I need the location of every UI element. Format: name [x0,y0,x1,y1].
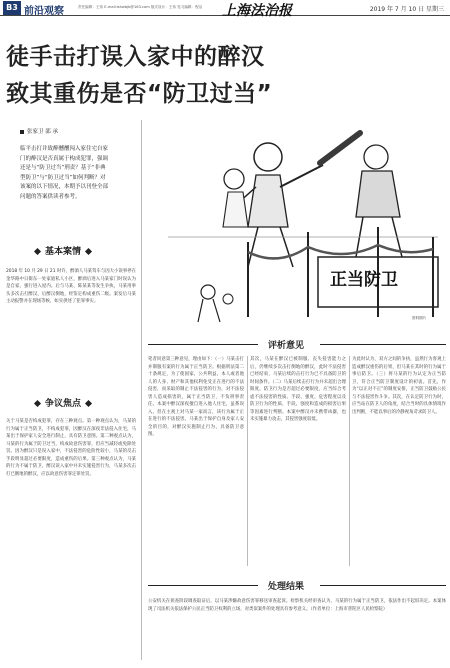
newspaper-masthead: 上海法治报 [222,3,292,19]
diamond-icon [34,248,41,255]
rule-right [320,585,446,586]
diamond-icon [34,400,41,407]
diamond-icon [85,248,92,255]
result-text: 公安机关在侦查阶段调查取证后，以马某涉嫌故意伤害罪移送审查起诉。检察机关经审查认为，马某的行为属于正当防卫，依法作出不起诉决定。本案体现了司法机关依法保护公民正当防卫权利的立场，对类似案件的处理具有参考意义。（作者单位：上海市普陀区人民检察院） [148,599,446,612]
byline-marker-icon [20,130,24,134]
column-divider [141,120,142,660]
column-divider [247,356,248,566]
illustration-caption: 资料图片 [412,316,427,320]
dispute-text: 关于马某是否构成犯罪，存在三种观点。第一种观点认为，马某的行为属于正当防卫，不构成犯罪，因醉汉在深夜非法侵入住宅，马某出于保护家人安全进行制止，具有防卫意图。第二种观点认为，马某的行为属于防卫过当，构成故意伤害罪，但应当减轻或免除处罚。因为醉汉只是误入家中，不法侵害的危险性较小，马某的反击手段明显超过必要限度，造成重伤的后果。第三种观点认为，马某的行为不属于防卫，醉汉误入家中并未实施侵害行为，马某多次击打已倒地的醉汉，应以故意伤害罪定罪处罚。 [6,419,136,477]
section-heading-result: 处理结果 [268,582,305,592]
rule-left [148,344,258,345]
editor-credits: 责任编辑：王伟 E-mail:lshwbjb@163.com 版式设计：王伟 见习编辑：程洁 [78,5,203,9]
review-column-3: 为此时认为，双方之间的争执，虽然行为客观上造成醉汉重伤的后果，但马某在其时的行为属于事后防卫。（三）将马某的行为认定为正当防卫，符合正当防卫制度设计的初衷。首先，作为“以正对不正”的制度安排，正当防卫鼓励公民与不法侵害作斗争。其次，在认定防卫行为时，应当站在防卫人的角度，结合当时的具体情境作出判断，不能以事后的冷静视角苛求防卫人。 [352,357,446,415]
section-heading-text: 基本案情 [45,247,82,257]
byline-text: 张家卫 邵 承 [27,129,58,135]
page-number: B3 [3,1,21,15]
review-column-1: 笔者同意第三种意见，理由如下：（一）马某击打并制服有案的行为属于正当防卫。根据刑法第二十条规定，为了使国家、公共利益、本人或者他人的人身、财产和其他权利免受正在进行的不法侵害，而采取的制止不法侵害的行为，对不法侵害人造成损害的，属于正当防卫，不负刑事责任。本案中醉汉深夜擅自进入他人住宅，虽系误入，但在主观上对马某一家而言，该行为属于正在进行的不法侵害。马某出于保护自身及家人安全的目的，对醉汉实施制止行为，具备防卫意图。 [148,357,244,437]
byline [20,127,58,135]
illustration-art [148,117,446,327]
issue-date: 2019 年 7 月 10 日 星期三 [369,6,444,13]
section-heading-dispute [30,396,96,409]
diamond-icon [85,400,92,407]
section-name: 前沿观察 [24,6,64,17]
rule-left [148,585,258,586]
section-heading-text: 争议焦点 [45,399,82,409]
illustration [148,117,446,327]
article-intro: 临平击打并致醉醺醺闯入家住宅自家门的醉汉是否真属于构成犯罪，强调还是与“防卫过当”刑责？基于“非典型防卫”与“防卫过当”如何判断？对该案的以下情况，本期予以刊登全部问题的答案供读者参考。 [20,146,109,200]
headline-line-2: 致其重伤是否“防卫过当” [6,81,273,107]
page-header [0,0,450,19]
section-heading-review: 评析意见 [268,341,305,351]
rule-right [320,344,446,345]
review-column-2: 其次，马某在醉汉已被制服、丧失侵害能力之后，仍继续多次击打倒地的醉汉，此时不法侵害已经结束，马某后续的击打行为已不具备防卫的时间条件。（二）马某后续击打行为并未超出合理限度。防卫行为是否超过必要限度，应当综合考虑不法侵害的性质、手段、强度、危害程度以及防卫行为的性质、手段、强度和造成的损害后果等因素进行判断。本案中醉汉并未携带凶器，也未实施暴力攻击，其侵害强度较低。 [250,357,346,422]
column-divider [349,356,350,566]
case-facts-text: 2018 年 10 月 29 日 21 时许，醉酒人马某驾车与因大小误事停在金华路中日街东一处家庭私人小区，醉酒后进入马某家门时误认为是自家，强行进入屋内。后与马某、陈某某等发生争执，马某用拳头多次击打醉汉，后醉汉倒地，经鉴定构成重伤二级。案发后马某主动报警并在现场等候，如实供述了犯罪事实。 [6,269,136,304]
section-heading-case [30,244,96,257]
headline-line-1: 徒手击打误入家中的醉汉 [6,44,265,70]
sign-text: 正当防卫 [330,270,398,290]
